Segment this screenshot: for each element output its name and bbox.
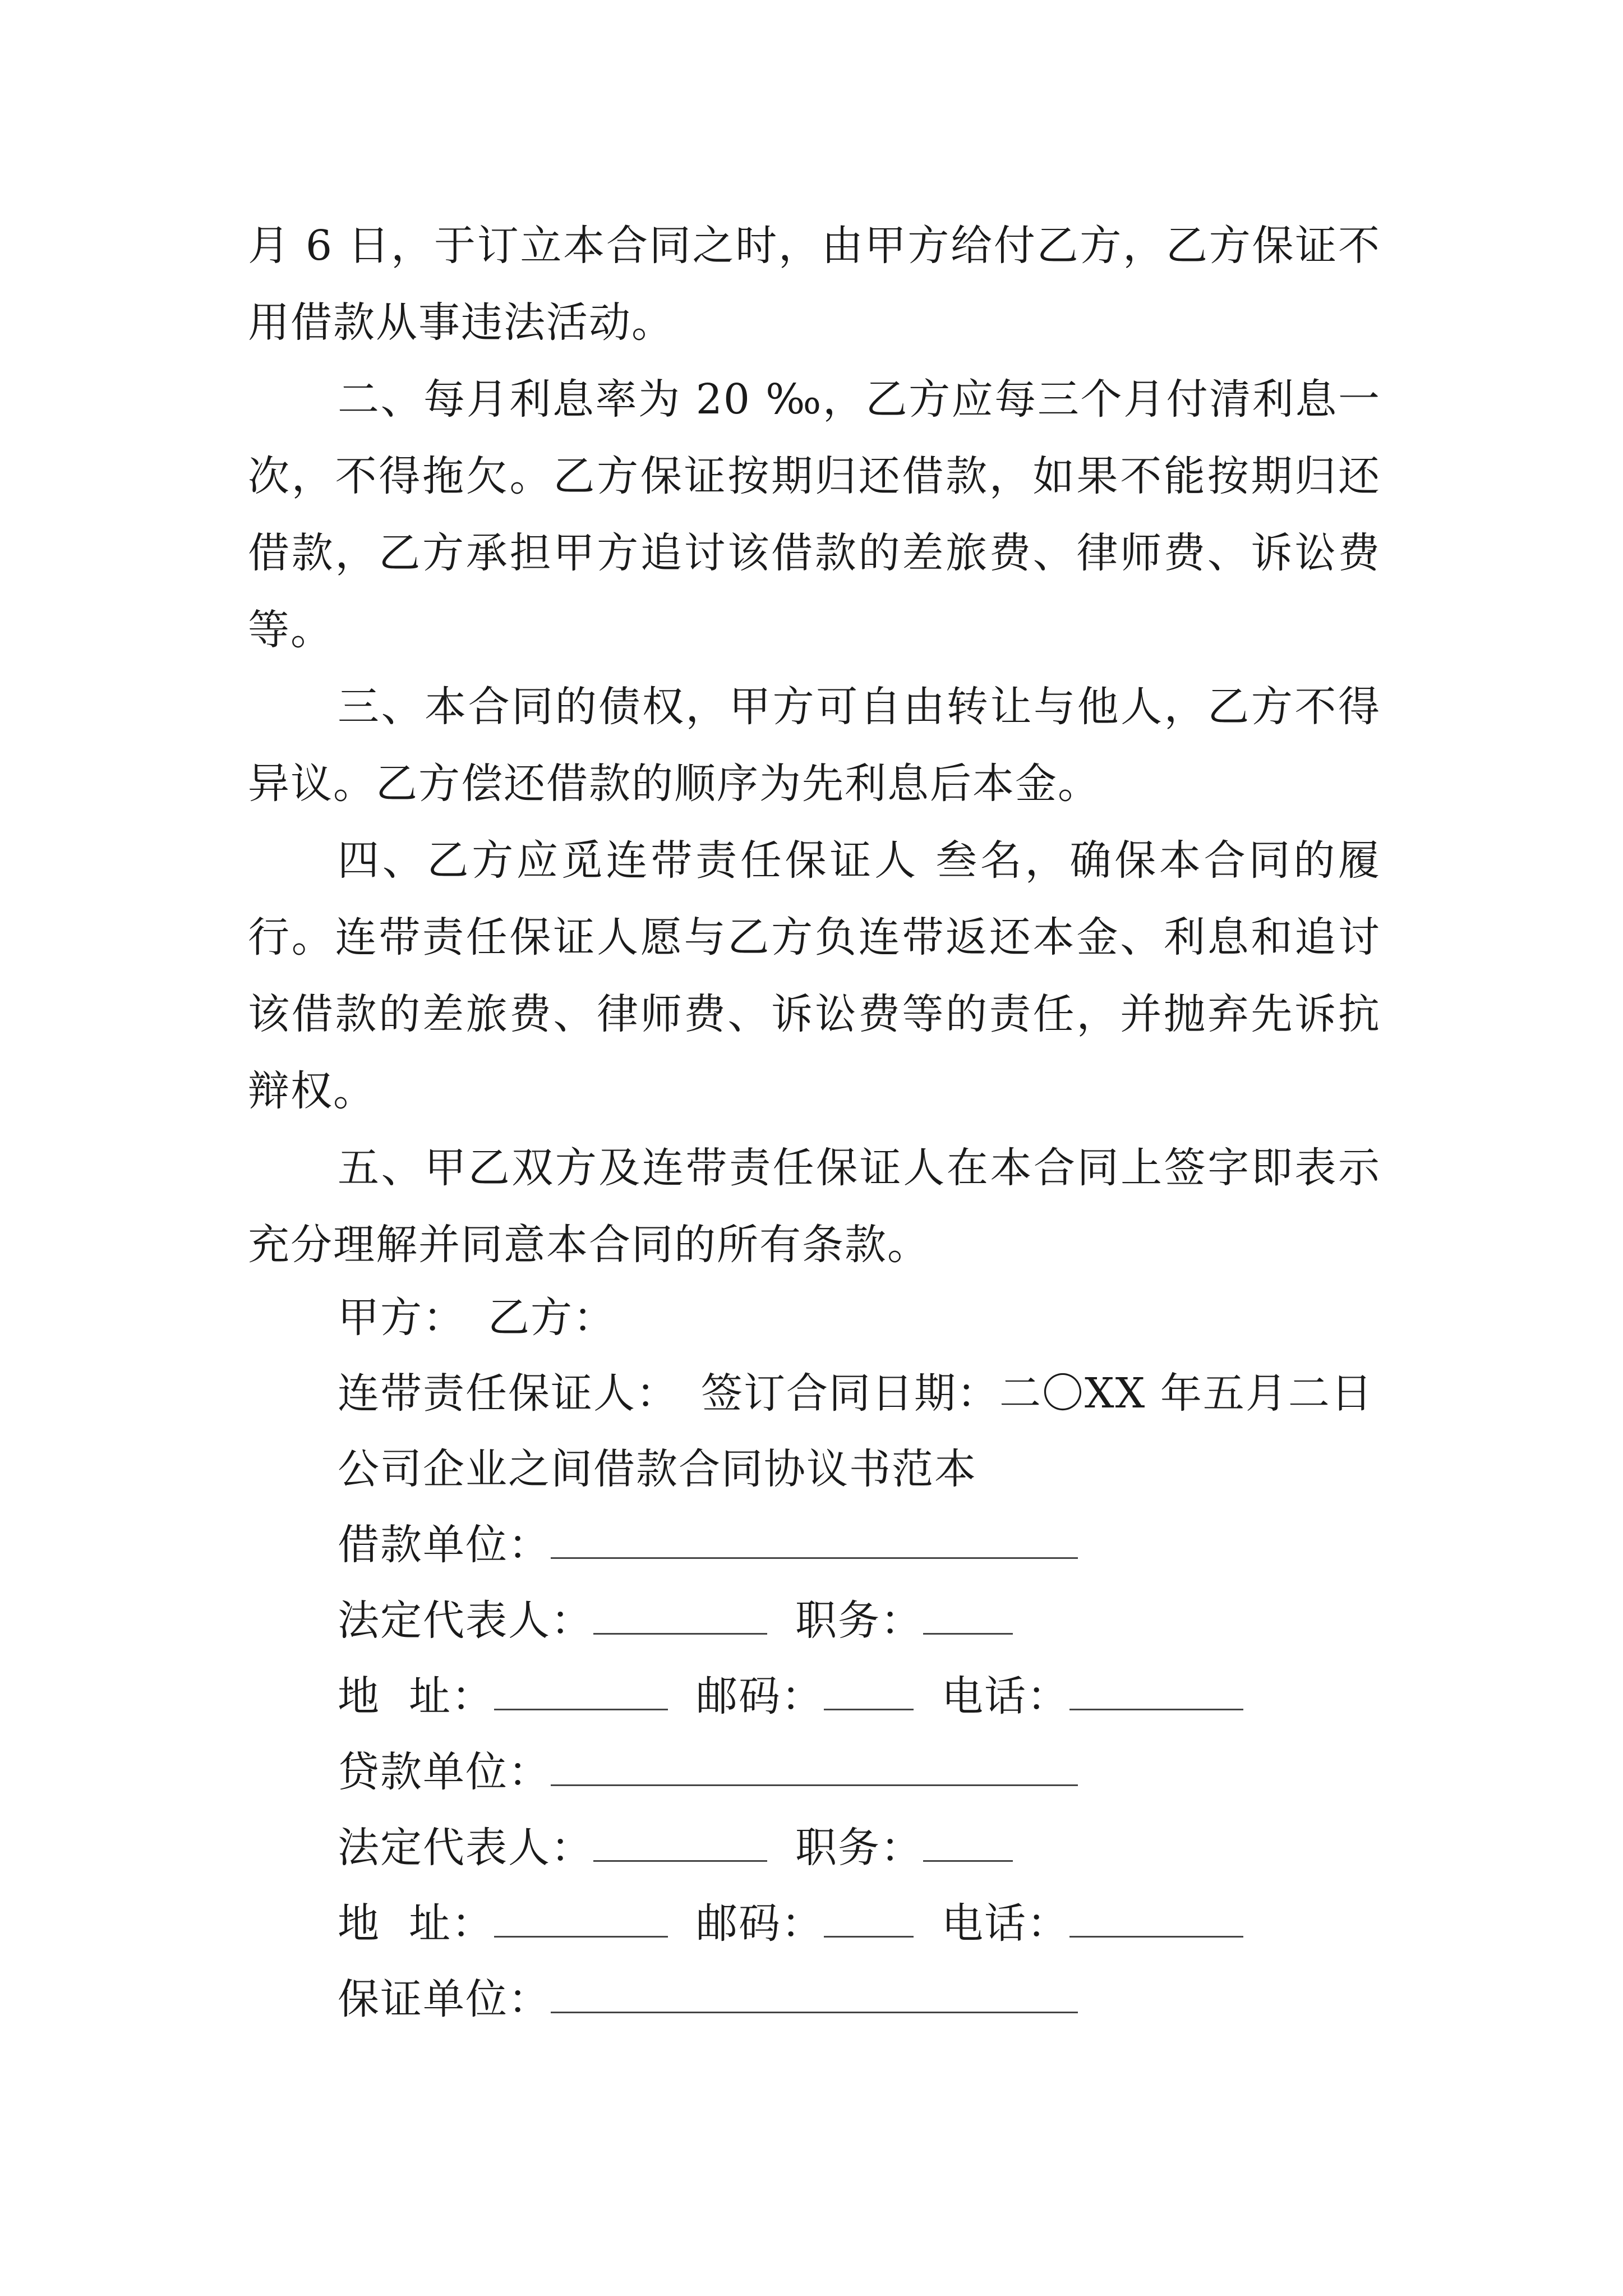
body-line: 借款，乙方承担甲方追讨该借款的差旅费、律师费、诉讼费 xyxy=(248,529,1381,577)
body-line: 用借款从事违法活动。 xyxy=(248,298,674,347)
borrower-unit-blank[interactable] xyxy=(551,1522,1078,1559)
position-label: 职务： xyxy=(795,1596,923,1645)
body-line: 等。 xyxy=(248,606,333,654)
phone-blank[interactable] xyxy=(1069,1674,1243,1710)
position-blank[interactable] xyxy=(923,1825,1013,1862)
body-line: 五、甲乙双方及连带责任保证人在本合同上签字即表示 xyxy=(338,1144,1381,1192)
borrower-unit-label: 借款单位： xyxy=(338,1521,551,1569)
guarantor-unit-row xyxy=(338,1966,1459,2026)
body-line: 次，不得拖欠。乙方保证按期归还借款，如果不能按期归还 xyxy=(248,452,1381,500)
phone-label: 电话： xyxy=(942,1899,1070,1948)
address-label: 地 址： xyxy=(338,1899,495,1948)
legal-rep-row-1 xyxy=(338,1588,1459,1647)
phone-label: 电话： xyxy=(942,1672,1070,1720)
legal-rep-row-2 xyxy=(338,1815,1459,1874)
postcode-label: 邮码： xyxy=(696,1899,824,1948)
position-blank[interactable] xyxy=(923,1598,1013,1635)
lender-unit-blank[interactable] xyxy=(551,1750,1078,1786)
position-label: 职务： xyxy=(795,1824,923,1872)
address-blank[interactable] xyxy=(494,1674,668,1710)
address-row-2 xyxy=(338,1890,1459,1950)
lender-unit-row xyxy=(338,1739,1459,1798)
party-a-label: 甲方： xyxy=(338,1294,465,1342)
postcode-blank[interactable] xyxy=(824,1901,914,1938)
postcode-label: 邮码： xyxy=(696,1672,824,1720)
guarantor-unit-label: 保证单位： xyxy=(338,1975,551,2023)
guarantor-label: 连带责任保证人： xyxy=(338,1369,679,1418)
phone-blank[interactable] xyxy=(1069,1901,1243,1938)
party-b-label: 乙方： xyxy=(488,1294,616,1342)
body-line: 行。连带责任保证人愿与乙方负连带返还本金、利息和追讨 xyxy=(248,913,1381,961)
guarantor-date-line xyxy=(338,1360,1459,1420)
contract-body xyxy=(248,208,1381,1283)
borrower-unit-row xyxy=(338,1512,1459,1571)
address-label: 地 址： xyxy=(338,1672,495,1720)
guarantor-unit-blank[interactable] xyxy=(551,1977,1078,2013)
body-line: 月 6 日，于订立本合同之时，由甲方给付乙方，乙方保证不 xyxy=(248,222,1381,270)
legal-rep-blank[interactable] xyxy=(593,1598,767,1635)
legal-rep-blank[interactable] xyxy=(593,1825,767,1862)
second-title: 公司企业之间借款合同协议书范本 xyxy=(338,1445,977,1493)
body-line: 充分理解并同意本合同的所有条款。 xyxy=(248,1221,930,1269)
body-line: 四、乙方应觅连带责任保证人 叁名，确保本合同的履 xyxy=(338,836,1381,885)
body-line: 异议。乙方偿还借款的顺序为先利息后本金。 xyxy=(248,760,1100,808)
legal-rep-label: 法定代表人： xyxy=(338,1596,593,1645)
party-signature-line xyxy=(338,1285,1459,1344)
body-line: 三、本合同的债权，甲方可自由转让与他人，乙方不得 xyxy=(338,683,1381,731)
body-line: 辩权。 xyxy=(248,1067,376,1115)
sign-date: 签订合同日期：二〇XX 年五月二日 xyxy=(701,1369,1373,1418)
body-line: 该借款的差旅费、律师费、诉讼费等的责任，并抛弃先诉抗 xyxy=(248,990,1381,1038)
postcode-blank[interactable] xyxy=(824,1674,914,1710)
address-row-1 xyxy=(338,1663,1459,1723)
address-blank[interactable] xyxy=(494,1901,668,1938)
body-line: 二、每月利息率为 20 ‰，乙方应每三个月付清利息一 xyxy=(338,375,1381,424)
lender-unit-label: 贷款单位： xyxy=(338,1748,551,1796)
legal-rep-label: 法定代表人： xyxy=(338,1824,593,1872)
